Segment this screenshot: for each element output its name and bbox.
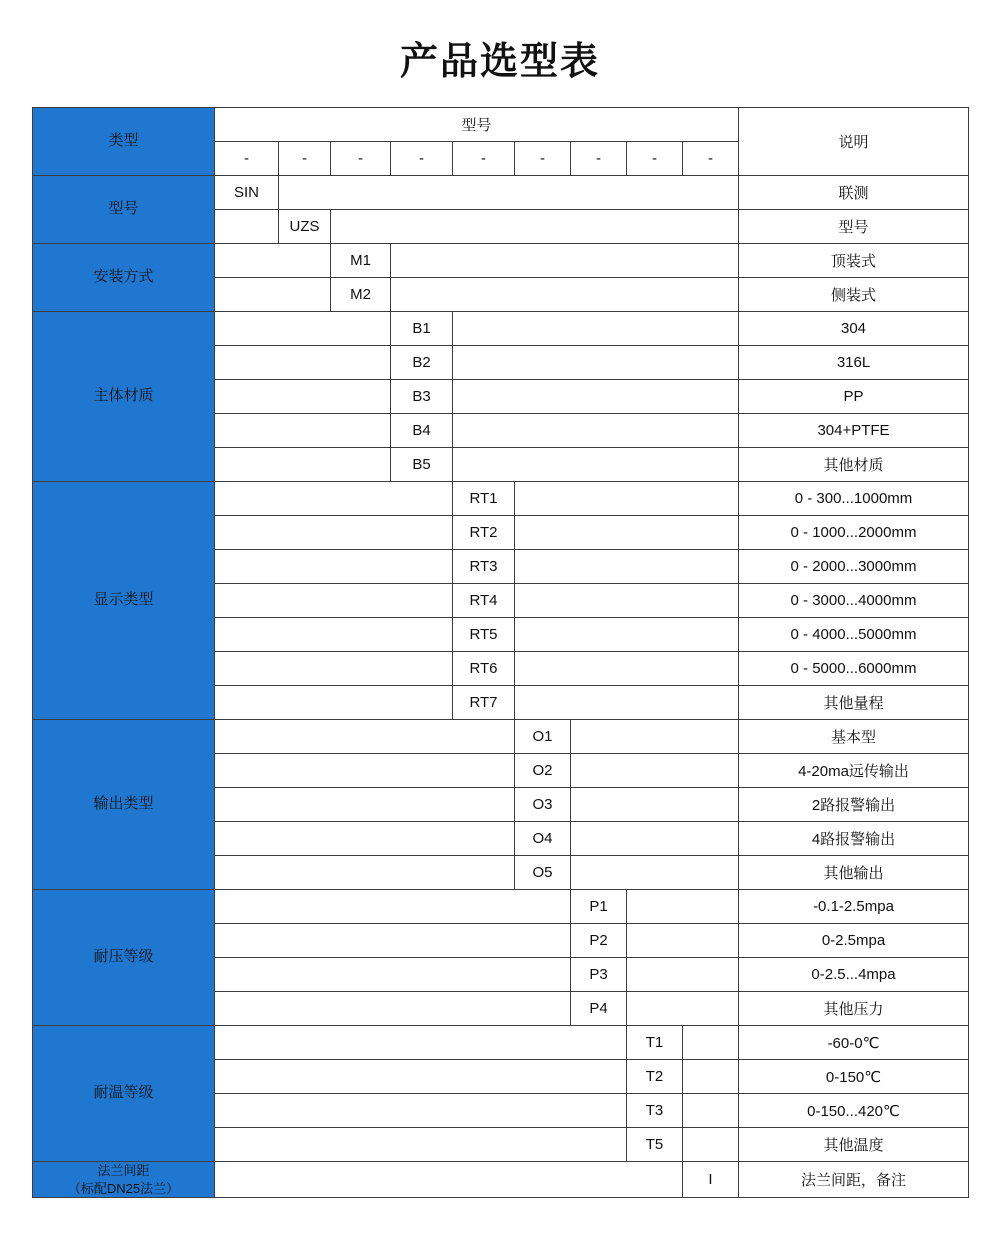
dash-cell-5: - xyxy=(453,142,515,176)
code-cell: P1 xyxy=(571,890,627,924)
category-pressure-rating: 耐压等级 xyxy=(33,890,215,1026)
spacer-cell xyxy=(515,686,739,720)
spacer-cell xyxy=(215,584,453,618)
desc-cell: 其他量程 xyxy=(739,686,969,720)
spacer-cell xyxy=(571,788,739,822)
desc-cell: 顶装式 xyxy=(739,244,969,278)
spacer-cell xyxy=(215,686,453,720)
spacer-cell xyxy=(515,516,739,550)
desc-cell: 0 - 4000...5000mm xyxy=(739,618,969,652)
table-row xyxy=(33,312,969,346)
spacer-cell xyxy=(215,550,453,584)
code-cell: SIN xyxy=(215,176,279,210)
spacer-cell xyxy=(683,1060,739,1094)
table-container xyxy=(0,107,1000,1198)
desc-cell: -0.1-2.5mpa xyxy=(739,890,969,924)
code-cell: UZS xyxy=(279,210,331,244)
code-cell: O5 xyxy=(515,856,571,890)
spacer-cell xyxy=(627,890,739,924)
code-cell: RT7 xyxy=(453,686,515,720)
desc-cell: 304 xyxy=(739,312,969,346)
table-row xyxy=(33,176,969,210)
spacer-cell xyxy=(627,992,739,1026)
spacer-cell xyxy=(683,1094,739,1128)
code-cell: RT2 xyxy=(453,516,515,550)
category-temperature-rating: 耐温等级 xyxy=(33,1026,215,1162)
header-description: 说明 xyxy=(739,108,969,176)
spacer-cell xyxy=(453,346,739,380)
code-cell: B4 xyxy=(391,414,453,448)
spacer-cell xyxy=(515,550,739,584)
spacer-cell xyxy=(279,176,739,210)
spacer-cell xyxy=(215,414,391,448)
spacer-cell xyxy=(215,618,453,652)
desc-cell: PP xyxy=(739,380,969,414)
code-cell: RT1 xyxy=(453,482,515,516)
spacer-cell xyxy=(215,924,571,958)
desc-cell: 0-2.5mpa xyxy=(739,924,969,958)
flange-label-line2: （标配DN25法兰） xyxy=(67,1180,180,1196)
spacer-cell xyxy=(453,312,739,346)
table-row xyxy=(33,1162,969,1198)
code-cell: B1 xyxy=(391,312,453,346)
spacer-cell xyxy=(391,278,739,312)
code-cell: O3 xyxy=(515,788,571,822)
desc-cell: 基本型 xyxy=(739,720,969,754)
spacer-cell xyxy=(215,1060,627,1094)
spacer-cell xyxy=(215,652,453,686)
dash-cell-4: - xyxy=(391,142,453,176)
table-row xyxy=(33,482,969,516)
code-cell: T3 xyxy=(627,1094,683,1128)
spacer-cell xyxy=(453,414,739,448)
desc-cell: 0 - 5000...6000mm xyxy=(739,652,969,686)
spacer-cell xyxy=(215,448,391,482)
desc-cell: 0 - 1000...2000mm xyxy=(739,516,969,550)
code-cell: RT3 xyxy=(453,550,515,584)
spacer-cell xyxy=(515,482,739,516)
desc-cell: 0-150℃ xyxy=(739,1060,969,1094)
desc-cell: 4-20ma远传输出 xyxy=(739,754,969,788)
code-cell: O1 xyxy=(515,720,571,754)
spacer-cell xyxy=(215,278,331,312)
code-cell: P2 xyxy=(571,924,627,958)
spacer-cell xyxy=(571,822,739,856)
spacer-cell xyxy=(571,720,739,754)
spacer-cell xyxy=(215,244,331,278)
desc-cell: 型号 xyxy=(739,210,969,244)
code-cell: T2 xyxy=(627,1060,683,1094)
spacer-cell xyxy=(215,788,515,822)
dash-cell-1: - xyxy=(215,142,279,176)
desc-cell: 法兰间距，备注 xyxy=(739,1162,969,1198)
desc-cell: 4路报警输出 xyxy=(739,822,969,856)
spacer-cell xyxy=(215,516,453,550)
table-row xyxy=(33,1026,969,1060)
dash-cell-9: - xyxy=(683,142,739,176)
spacer-cell xyxy=(515,584,739,618)
spacer-cell xyxy=(215,1026,627,1060)
table-header-row xyxy=(33,108,969,142)
table-row xyxy=(33,244,969,278)
desc-cell: 0-150...420℃ xyxy=(739,1094,969,1128)
table-row xyxy=(33,890,969,924)
desc-cell: 其他输出 xyxy=(739,856,969,890)
desc-cell: 0 - 300...1000mm xyxy=(739,482,969,516)
category-mounting: 安装方式 xyxy=(33,244,215,312)
category-flange-spacing xyxy=(33,1162,215,1198)
dash-cell-2: - xyxy=(279,142,331,176)
spacer-cell xyxy=(215,380,391,414)
spacer-cell xyxy=(215,890,571,924)
spacer-cell xyxy=(571,856,739,890)
spacer-cell xyxy=(453,448,739,482)
desc-cell: 0 - 3000...4000mm xyxy=(739,584,969,618)
spacer-cell xyxy=(627,958,739,992)
spacer-cell xyxy=(215,958,571,992)
dash-cell-7: - xyxy=(571,142,627,176)
dash-cell-8: - xyxy=(627,142,683,176)
spacer-cell xyxy=(453,380,739,414)
spacer-cell xyxy=(215,346,391,380)
table-row xyxy=(33,720,969,754)
spacer-cell xyxy=(627,924,739,958)
header-model: 型号 xyxy=(215,108,739,142)
spacer-cell xyxy=(215,1128,627,1162)
desc-cell: 其他压力 xyxy=(739,992,969,1026)
spacer-cell xyxy=(215,754,515,788)
desc-cell: 304+PTFE xyxy=(739,414,969,448)
code-cell: O2 xyxy=(515,754,571,788)
spacer-cell xyxy=(331,210,739,244)
desc-cell: 其他材质 xyxy=(739,448,969,482)
header-type: 类型 xyxy=(33,108,215,176)
spacer-cell xyxy=(215,822,515,856)
product-selection-table xyxy=(32,107,969,1198)
desc-cell: 316L xyxy=(739,346,969,380)
desc-cell: 0 - 2000...3000mm xyxy=(739,550,969,584)
spacer-cell xyxy=(571,754,739,788)
code-cell: O4 xyxy=(515,822,571,856)
spacer-cell xyxy=(215,856,515,890)
page-title: 产品选型表 xyxy=(399,41,600,83)
category-model: 型号 xyxy=(33,176,215,244)
code-cell: M1 xyxy=(331,244,391,278)
code-cell: B2 xyxy=(391,346,453,380)
spacer-cell xyxy=(683,1026,739,1060)
code-cell: RT5 xyxy=(453,618,515,652)
code-cell: M2 xyxy=(331,278,391,312)
code-cell: T5 xyxy=(627,1128,683,1162)
flange-label-line1: 法兰间距 xyxy=(97,1163,150,1178)
spacer-cell xyxy=(215,1162,683,1198)
code-cell: P4 xyxy=(571,992,627,1026)
desc-cell: 0-2.5...4mpa xyxy=(739,958,969,992)
code-cell: I xyxy=(683,1162,739,1198)
code-cell: B3 xyxy=(391,380,453,414)
spacer-cell xyxy=(515,618,739,652)
spacer-cell xyxy=(215,1094,627,1128)
code-cell: RT4 xyxy=(453,584,515,618)
category-display-type: 显示类型 xyxy=(33,482,215,720)
code-cell: T1 xyxy=(627,1026,683,1060)
code-cell: P3 xyxy=(571,958,627,992)
category-body-material: 主体材质 xyxy=(33,312,215,482)
desc-cell: 侧装式 xyxy=(739,278,969,312)
spacer-cell xyxy=(215,210,279,244)
spacer-cell xyxy=(215,720,515,754)
spacer-cell xyxy=(215,482,453,516)
desc-cell: 其他温度 xyxy=(739,1128,969,1162)
code-cell: RT6 xyxy=(453,652,515,686)
desc-cell: 联测 xyxy=(739,176,969,210)
spacer-cell xyxy=(215,992,571,1026)
spacer-cell xyxy=(515,652,739,686)
spacer-cell xyxy=(215,312,391,346)
desc-cell: 2路报警输出 xyxy=(739,788,969,822)
code-cell: B5 xyxy=(391,448,453,482)
dash-cell-6: - xyxy=(515,142,571,176)
spacer-cell xyxy=(683,1128,739,1162)
dash-cell-3: - xyxy=(331,142,391,176)
desc-cell: -60-0℃ xyxy=(739,1026,969,1060)
category-output-type: 输出类型 xyxy=(33,720,215,890)
spacer-cell xyxy=(391,244,739,278)
